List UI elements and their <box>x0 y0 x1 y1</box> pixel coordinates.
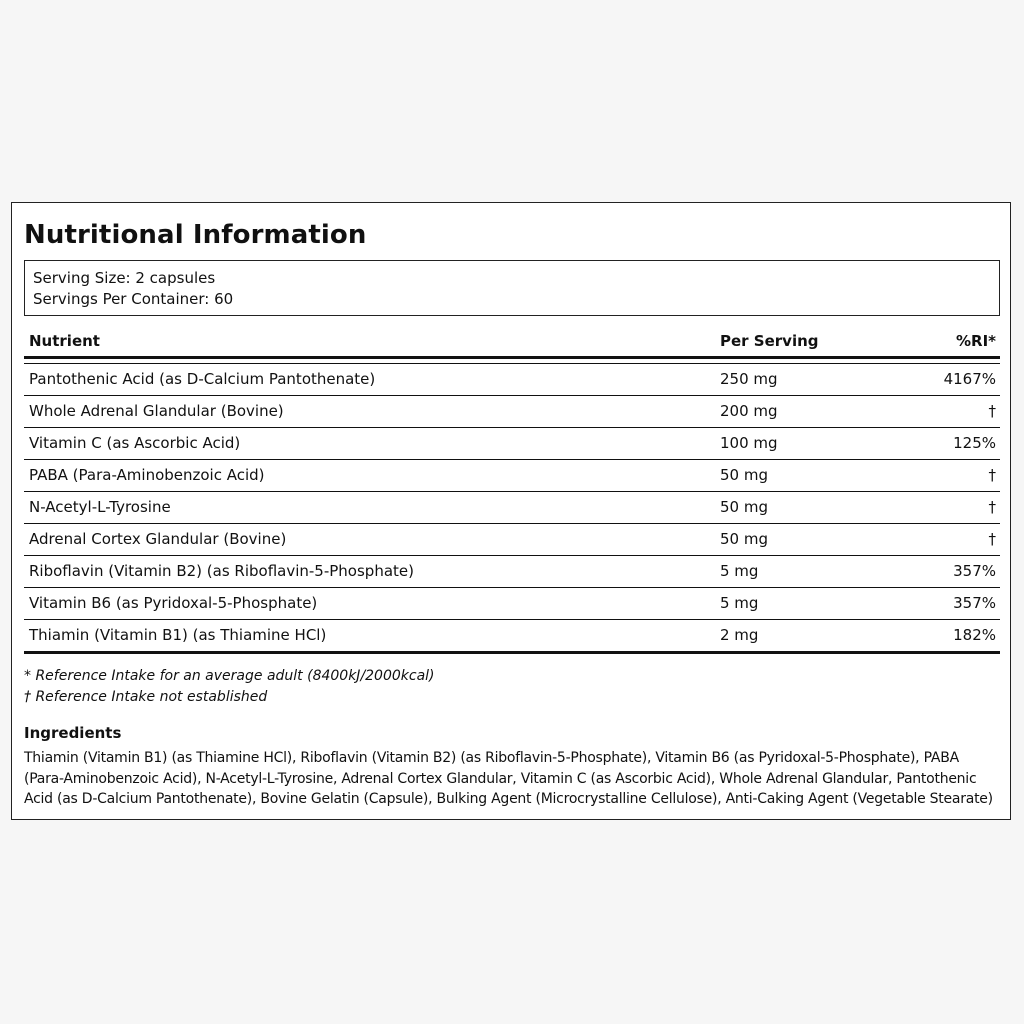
table-row <box>24 428 1000 460</box>
table-row <box>24 364 1000 396</box>
amount-cell: 250 mg <box>720 370 778 388</box>
nutrient-cell: Vitamin C (as Ascorbic Acid) <box>29 434 241 452</box>
table-row <box>24 396 1000 428</box>
table-row <box>24 524 1000 556</box>
ri-cell: † <box>988 530 996 548</box>
nutrient-cell: Riboflavin (Vitamin B2) (as Riboflavin-5-Phosphate) <box>29 562 414 580</box>
ri-cell: † <box>988 498 996 516</box>
amount-cell: 100 mg <box>720 434 778 452</box>
nutrition-panel <box>11 202 1011 820</box>
amount-cell: 50 mg <box>720 498 768 516</box>
header-nutrient: Nutrient <box>29 332 100 350</box>
nutrient-cell: PABA (Para-Aminobenzoic Acid) <box>29 466 265 484</box>
table-row <box>24 556 1000 588</box>
amount-cell: 5 mg <box>720 594 759 612</box>
ri-cell: 357% <box>953 594 996 612</box>
table-header <box>24 324 1000 359</box>
footnote-not-established: † Reference Intake not established <box>24 689 268 705</box>
table-row <box>24 492 1000 524</box>
footnote-reference-intake: * Reference Intake for an average adult (8400kJ/2000kcal) <box>24 668 435 684</box>
table-body <box>24 364 1000 654</box>
serving-info-box <box>24 260 1000 316</box>
nutrient-cell: Pantothenic Acid (as D-Calcium Pantothenate) <box>29 370 376 388</box>
page-title: Nutritional Information <box>24 220 367 250</box>
nutrient-cell: N-Acetyl-L-Tyrosine <box>29 498 171 516</box>
ri-cell: 182% <box>953 626 996 644</box>
ri-cell: † <box>988 402 996 420</box>
ri-cell: 125% <box>953 434 996 452</box>
ingredients-text: Thiamin (Vitamin B1) (as Thiamine HCl), Riboflavin (Vitamin B2) (as Riboflavin-5-Phosphate), Vitamin B6 (as Pyridoxal-5-Phosphate), PABA (Para-Aminobenzoic Acid), N-Acetyl-L-Tyrosine, Adrenal Cortex Glandular, Vitamin C (as Ascorbic Acid), Whole Adrenal Glandular, Pantothenic Acid (as D-Calcium Pantothenate), Bovine Gelatin (Capsule), Bulking Agent (Microcrystalline Cellulose), Anti-Caking Agent (Vegetable Stearate) <box>24 750 993 807</box>
table-row <box>24 460 1000 492</box>
amount-cell: 5 mg <box>720 562 759 580</box>
ri-cell: 4167% <box>943 370 996 388</box>
footnotes <box>24 666 435 708</box>
amount-cell: 2 mg <box>720 626 759 644</box>
nutrient-table <box>24 324 1000 654</box>
header-ri: %RI* <box>955 332 996 350</box>
nutrient-cell: Whole Adrenal Glandular (Bovine) <box>29 402 284 420</box>
nutrient-cell: Adrenal Cortex Glandular (Bovine) <box>29 530 287 548</box>
servings-per-container: Servings Per Container: 60 <box>33 290 234 308</box>
header-per-serving: Per Serving <box>720 332 819 350</box>
table-row <box>24 588 1000 620</box>
ri-cell: † <box>988 466 996 484</box>
amount-cell: 50 mg <box>720 530 768 548</box>
amount-cell: 50 mg <box>720 466 768 484</box>
amount-cell: 200 mg <box>720 402 778 420</box>
serving-size: Serving Size: 2 capsules <box>33 269 216 287</box>
ri-cell: 357% <box>953 562 996 580</box>
table-row <box>24 620 1000 654</box>
ingredients-heading: Ingredients <box>24 724 122 742</box>
nutrient-cell: Vitamin B6 (as Pyridoxal-5-Phosphate) <box>29 594 318 612</box>
nutrient-cell: Thiamin (Vitamin B1) (as Thiamine HCl) <box>29 626 327 644</box>
